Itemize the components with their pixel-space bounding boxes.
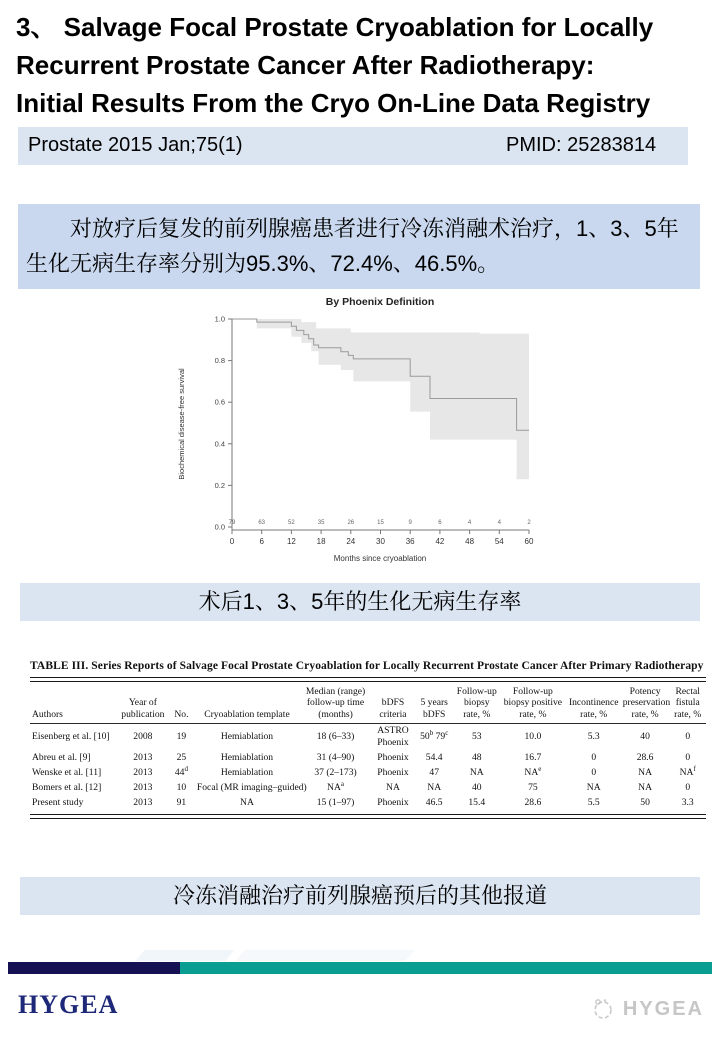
- svg-text:18: 18: [316, 537, 326, 546]
- table-cell: Hemiablation: [220, 767, 274, 779]
- table-cell: 48: [471, 752, 482, 764]
- table-cell: 25: [176, 752, 187, 764]
- table-row: [30, 766, 706, 781]
- hygea-watermark-icon: [590, 996, 616, 1022]
- svg-text:54: 54: [494, 537, 504, 546]
- table-cell: 40: [471, 782, 482, 794]
- table-cell: 3.3: [681, 797, 694, 809]
- svg-text:0.2: 0.2: [214, 480, 225, 490]
- table-cell: $NA^e$: [524, 765, 542, 779]
- table-header-cell: bDFS criteria: [372, 684, 414, 723]
- table-cell: 53: [471, 731, 482, 743]
- table-cell: Focal (MR imaging–guided): [196, 782, 307, 794]
- journal-bar: [18, 127, 688, 165]
- summary-text: 对放疗后复发的前列腺癌患者进行冷冻消融术治疗，1、3、5年生化无病生存率分别为95.3%、72.4%、46.5%。: [26, 216, 679, 276]
- svg-text:0: 0: [229, 537, 235, 546]
- table-cell: 19: [176, 731, 187, 743]
- table-cell: 2013: [133, 797, 153, 809]
- table-top-rule: [30, 677, 706, 682]
- table-header-cell: Median (range) follow-up time (months): [299, 684, 372, 723]
- table-cell: Phoenix: [377, 767, 409, 779]
- footer-bar: [0, 962, 720, 974]
- table-cell: Abreu et al. [9]: [32, 752, 91, 764]
- table-cell: NA: [240, 797, 254, 809]
- table-cell: 2013: [133, 752, 153, 764]
- table-cell: 28.6: [636, 752, 654, 764]
- svg-text:63: 63: [258, 520, 266, 526]
- table-header-cell: Authors: [30, 684, 118, 723]
- table-bottom-rule: [30, 814, 706, 819]
- table-cell: 28.6: [524, 797, 542, 809]
- table-header-cell: No.: [168, 684, 195, 723]
- table-header-cell: Cryoablation template: [195, 684, 299, 723]
- table-cell: 46.5: [425, 797, 443, 809]
- svg-text:9: 9: [408, 520, 412, 526]
- table-cell: $NA^f$: [679, 765, 696, 779]
- table-cell: 50$^b$ 79$^c$: [420, 729, 449, 743]
- journal-citation: Prostate 2015 Jan;75(1): [28, 134, 243, 156]
- svg-text:6: 6: [259, 537, 264, 546]
- table-cell: Phoenix: [377, 752, 409, 764]
- table-caption-bar: 冷冻消融治疗前列腺癌预后的其他报道: [20, 877, 700, 915]
- footer-bar-teal-segment: [180, 962, 712, 974]
- table-cell: 10.0: [524, 731, 542, 743]
- svg-text:24: 24: [346, 537, 356, 546]
- svg-text:30: 30: [376, 537, 385, 546]
- table-cell: Present study: [32, 797, 84, 809]
- paper-title: [16, 8, 708, 122]
- table-cell: NA: [638, 767, 653, 779]
- table-cell: 40: [640, 731, 650, 743]
- table-cell: 47: [429, 767, 439, 779]
- svg-text:52: 52: [288, 520, 295, 526]
- table-cell: 2013: [133, 782, 153, 794]
- table-cell: 16.7: [524, 752, 542, 764]
- hygea-watermark: [590, 996, 704, 1022]
- table-cell: 2008: [133, 731, 153, 743]
- svg-text:48: 48: [465, 537, 475, 546]
- table-cell: 0: [591, 767, 597, 779]
- table-header-cell: Year of publication: [118, 684, 168, 723]
- svg-text:2: 2: [527, 520, 531, 526]
- table-header-cell: Follow-up biopsy rate, %: [454, 684, 499, 723]
- paper-title-line-2: Recurrent Prostate Cancer After Radiotherapy:: [16, 50, 595, 80]
- svg-text:26: 26: [347, 520, 355, 526]
- table-header-cell: 5 years bDFS: [414, 684, 455, 723]
- svg-text:60: 60: [524, 537, 534, 546]
- table-cell: 44$^d$: [174, 765, 188, 779]
- hygea-watermark-text: HYGEA: [622, 997, 704, 1020]
- table-cell: NA: [586, 782, 601, 794]
- svg-text:4: 4: [467, 520, 472, 526]
- table-cell: $NA^a$: [327, 780, 344, 794]
- svg-text:1.0: 1.0: [214, 314, 225, 324]
- svg-text:15: 15: [377, 520, 384, 526]
- table-row: [30, 781, 706, 796]
- svg-text:0.8: 0.8: [214, 356, 225, 366]
- series-table-wrap: [30, 660, 706, 819]
- table-cell: Phoenix: [377, 797, 409, 809]
- svg-text:12: 12: [286, 537, 296, 546]
- table-cell: 0: [685, 752, 691, 764]
- table-cell: NA: [469, 767, 484, 779]
- series-table: [30, 684, 706, 811]
- table-cell: 5.5: [587, 797, 600, 809]
- table-header-cell: Potency preservation rate, %: [621, 684, 670, 723]
- table-header-cell: Incontinence rate, %: [567, 684, 621, 723]
- table-cell: Hemiablation: [220, 731, 274, 743]
- summary-box: [18, 204, 700, 289]
- table-cell: 5.3: [587, 731, 600, 743]
- km-plot: [170, 292, 550, 579]
- svg-text:By Phoenix Definition: By Phoenix Definition: [325, 296, 435, 308]
- table-cell: 0: [685, 731, 691, 743]
- table-cell: 0: [685, 782, 691, 794]
- table-cell: Eisenberg et al. [10]: [32, 731, 110, 743]
- svg-text:36: 36: [405, 537, 415, 546]
- km-figure: [170, 292, 550, 579]
- footer-swoosh-accent: [135, 950, 234, 961]
- table-cell: ASTRO Phoenix: [377, 725, 409, 749]
- table-header-cell: Follow-up biopsy positive rate, %: [499, 684, 567, 723]
- table-cell: Bomers et al. [12]: [32, 782, 102, 794]
- hygea-logo-text: HYGEA: [18, 990, 119, 1019]
- table-cell: 31 (4–90): [316, 752, 355, 764]
- svg-text:4: 4: [497, 520, 501, 526]
- svg-text:35: 35: [317, 520, 325, 526]
- figure-caption-bar: 术后1、3、5年的生化无病生存率: [20, 583, 700, 621]
- footer-swoosh-accent: [235, 950, 414, 961]
- table-header-cell: Rectal fistula rate, %: [669, 684, 706, 723]
- table-title: TABLE III. Series Reports of Salvage Focal Prostate Cryoablation for Locally Recurrent Prostate Cancer After Primary Radiotherapy: [30, 660, 704, 672]
- table-cell: 15.4: [468, 797, 486, 809]
- table-cell: 50: [640, 797, 650, 809]
- footer-bar-navy-segment: [8, 962, 180, 974]
- svg-text:0.6: 0.6: [214, 397, 225, 407]
- svg-text:42: 42: [435, 537, 445, 546]
- table-cell: 10: [176, 782, 187, 794]
- table-cell: 91: [176, 797, 187, 809]
- table-cell: 37 (2–173): [314, 767, 357, 779]
- table-cell: NA: [427, 782, 442, 794]
- table-cell: 18 (6–33): [316, 731, 355, 743]
- table-row: [30, 796, 706, 811]
- svg-text:0.0: 0.0: [214, 522, 225, 532]
- table-cell: NA: [638, 782, 653, 794]
- table-cell: 0: [591, 752, 597, 764]
- table-cell: Wenske et al. [11]: [32, 767, 102, 779]
- pmid-label: PMID: 25283814: [506, 134, 657, 156]
- paper-title-line-1: 3、 Salvage Focal Prostate Cryoablation for Locally: [16, 12, 654, 42]
- table-cell: Hemiablation: [220, 752, 274, 764]
- table-cell: 15 (1–97): [316, 797, 355, 809]
- svg-text:6: 6: [438, 520, 442, 526]
- table-cell: 54.4: [425, 752, 443, 764]
- table-cell: 75: [528, 782, 538, 794]
- svg-text:0.4: 0.4: [214, 439, 225, 449]
- table-row: [30, 723, 706, 750]
- table-row: [30, 751, 706, 766]
- table-cell: 2013: [133, 767, 153, 779]
- svg-text:79: 79: [228, 520, 236, 526]
- svg-text:Months since cryoablation: Months since cryoablation: [333, 554, 427, 563]
- paper-title-line-3: Initial Results From the Cryo On-Line Data Registry: [16, 88, 651, 118]
- table-cell: NA: [386, 782, 400, 794]
- svg-text:Biochemical disease-free survi: Biochemical disease-free survival: [177, 368, 186, 480]
